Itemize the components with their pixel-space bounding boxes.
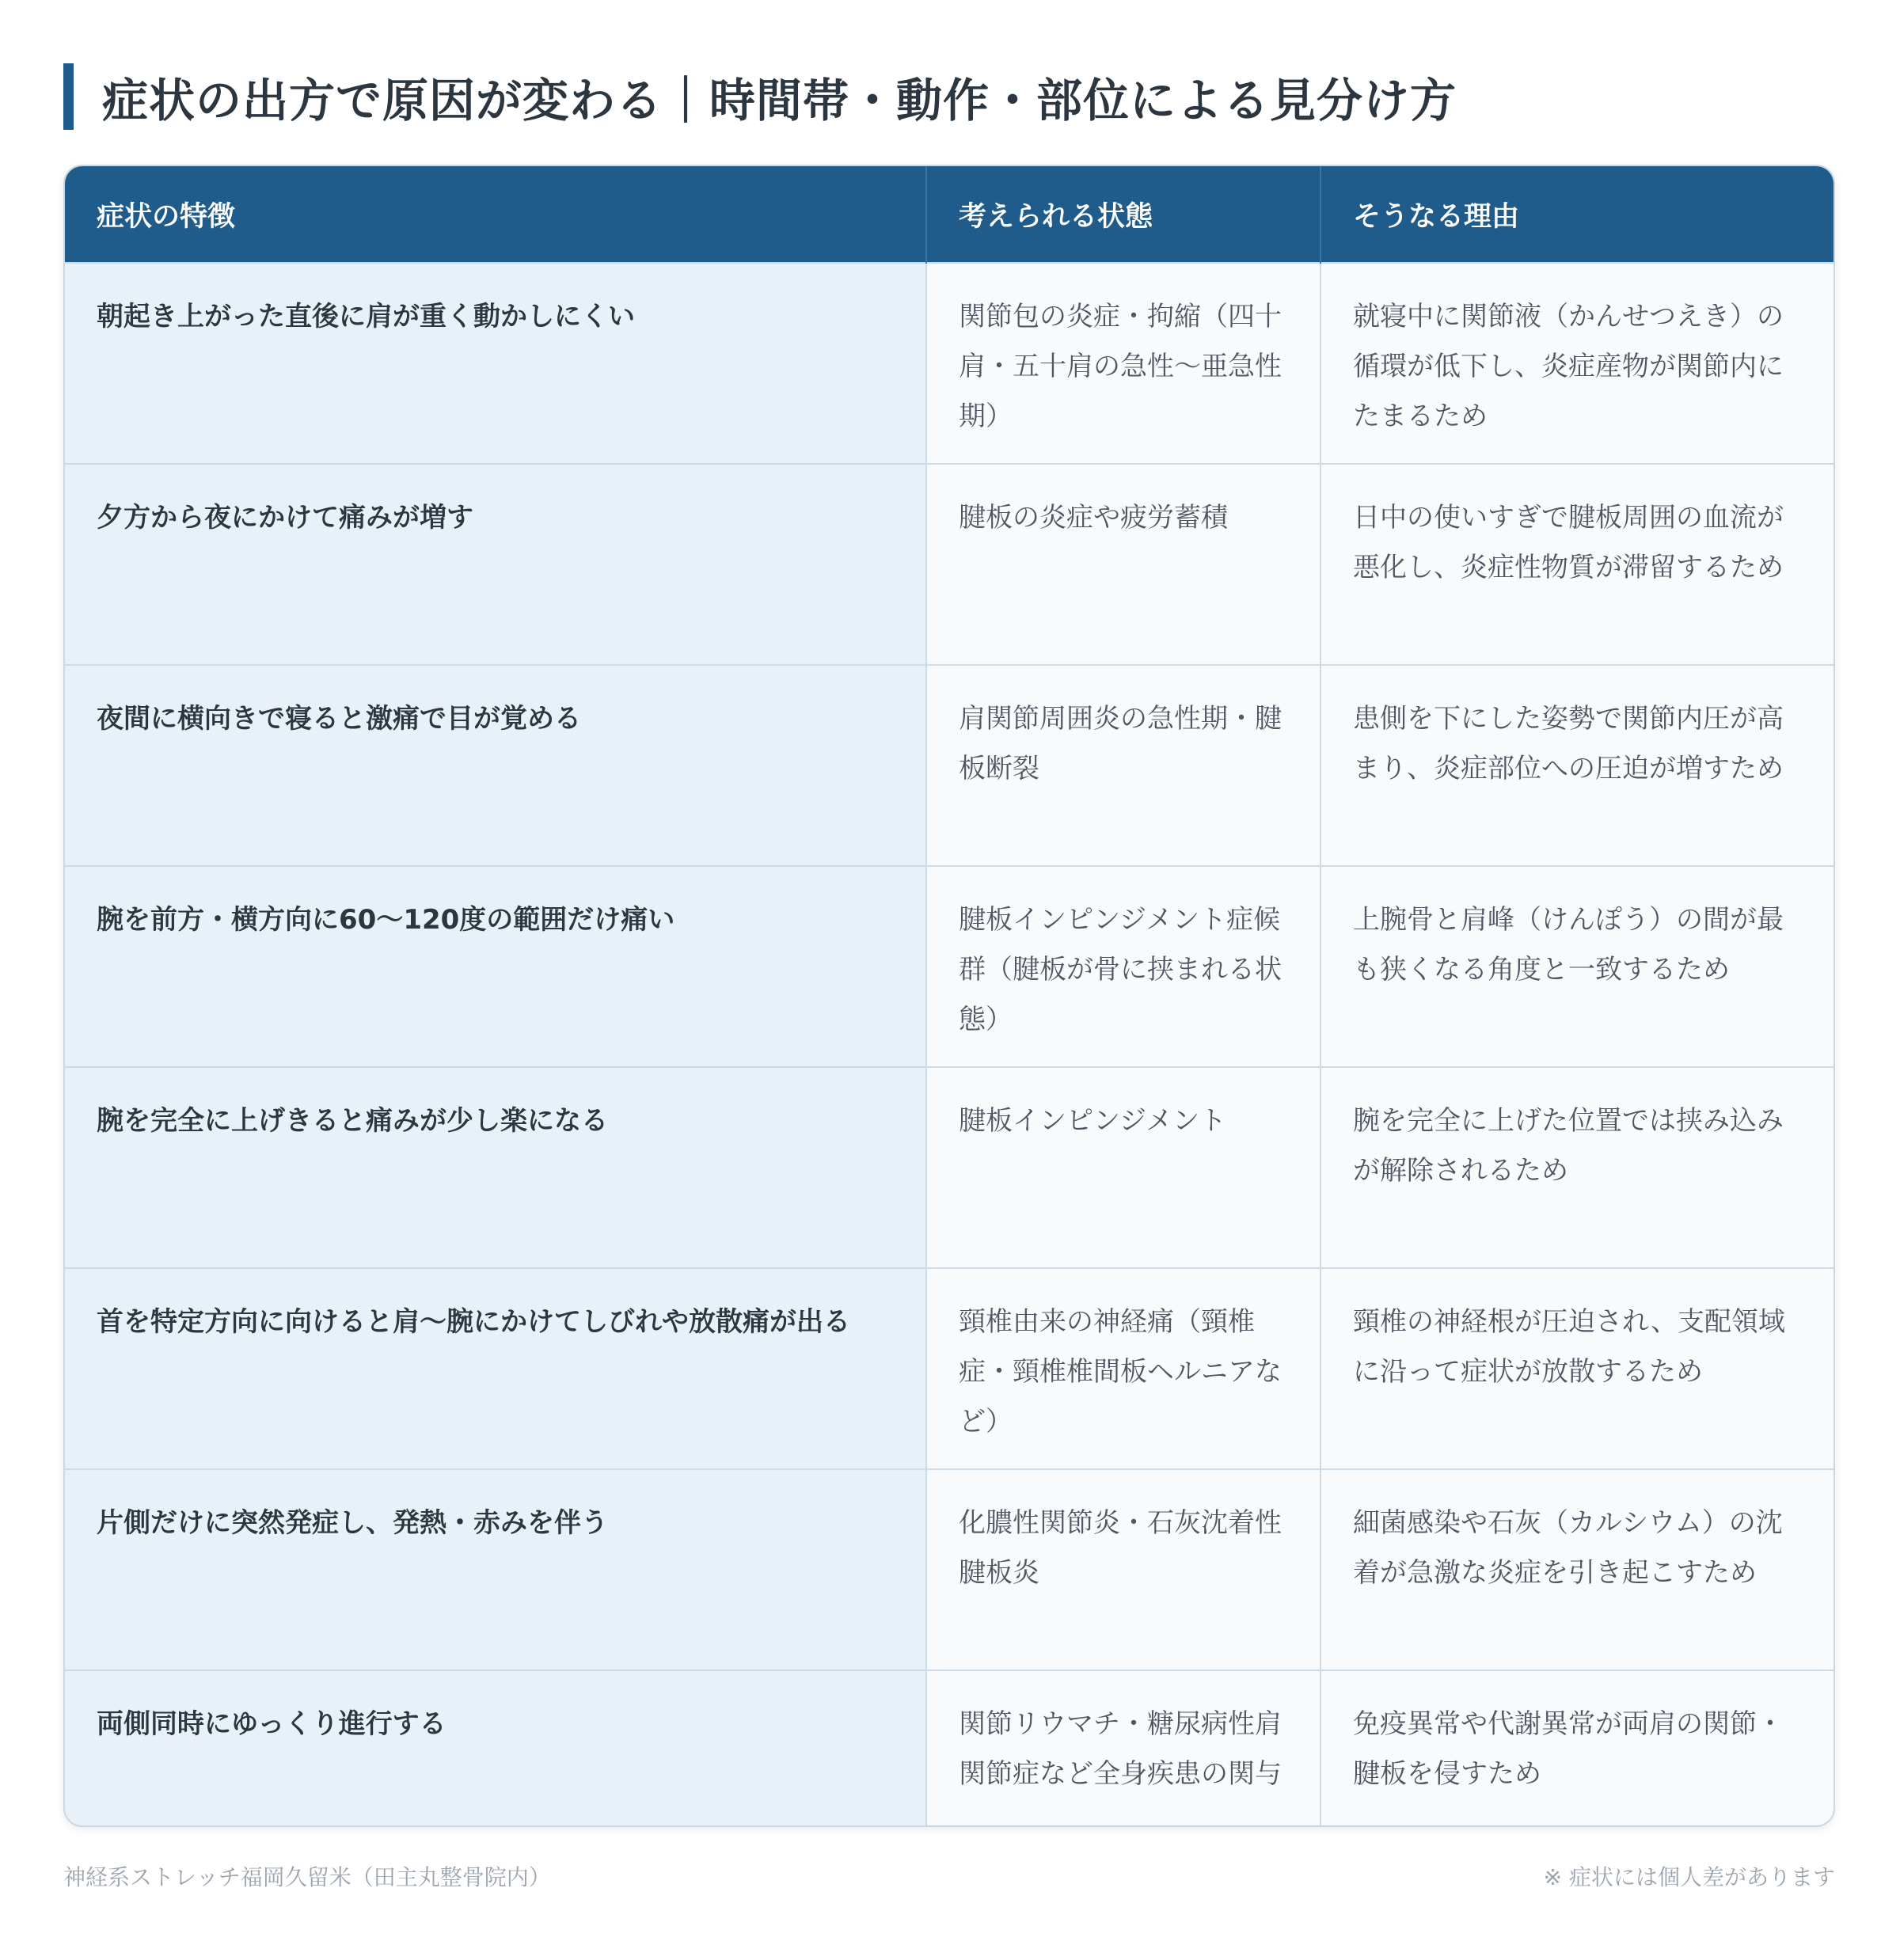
table-row xyxy=(65,464,1835,665)
reason-cell: 就寝中に関節液（かんせつえき）の循環が低下し、炎症産物が関節内にたまるため xyxy=(1320,263,1835,464)
reason-cell: 上腕骨と肩峰（けんぽう）の間が最も狭くなる角度と一致するため xyxy=(1320,866,1835,1067)
symptom-cell: 腕を完全に上げきると痛みが少し楽になる xyxy=(65,1067,926,1268)
symptom-cell: 朝起き上がった直後に肩が重く動かしにくい xyxy=(65,263,926,464)
table-row xyxy=(65,665,1835,866)
reason-cell: 腕を完全に上げた位置では挟み込みが解除されるため xyxy=(1320,1067,1835,1268)
state-cell: 関節リウマチ・糖尿病性肩関節症など全身疾患の関与 xyxy=(926,1670,1320,1827)
symptom-cell: 夕方から夜にかけて痛みが増す xyxy=(65,464,926,665)
state-cell: 腱板の炎症や疲労蓄積 xyxy=(926,464,1320,665)
page-title: 症状の出方で原因が変わる｜時間帯・動作・部位による見分け方 xyxy=(102,74,1457,127)
table-row xyxy=(65,263,1835,464)
symptom-cell: 片側だけに突然発症し、発熱・赤みを伴う xyxy=(65,1469,926,1670)
table-header-row xyxy=(65,166,1835,263)
state-cell: 肩関節周囲炎の急性期・腱板断裂 xyxy=(926,665,1320,866)
state-cell: 関節包の炎症・拘縮（四十肩・五十肩の急性〜亜急性期） xyxy=(926,263,1320,464)
state-cell: 腱板インピンジメント xyxy=(926,1067,1320,1268)
table-row xyxy=(65,1469,1835,1670)
state-cell: 腱板インピンジメント症候群（腱板が骨に挟まれる状態） xyxy=(926,866,1320,1067)
symptom-table xyxy=(65,166,1835,1827)
title-accent-bar xyxy=(63,63,74,130)
table-row xyxy=(65,1067,1835,1268)
reason-cell: 細菌感染や石灰（カルシウム）の沈着が急激な炎症を引き起こすため xyxy=(1320,1469,1835,1670)
symptom-cell: 腕を前方・横方向に60〜120度の範囲だけ痛い xyxy=(65,866,926,1067)
page-header xyxy=(63,63,1457,130)
symptom-table-card xyxy=(63,165,1835,1827)
reason-cell: 頸椎の神経根が圧迫され、支配領域に沿って症状が放散するため xyxy=(1320,1268,1835,1469)
table-row xyxy=(65,1670,1835,1827)
state-cell: 化膿性関節炎・石灰沈着性腱板炎 xyxy=(926,1469,1320,1670)
table-row xyxy=(65,866,1835,1067)
source-credit: 神経系ストレッチ福岡久留米（田主丸整骨院内） xyxy=(63,1864,551,1890)
disclaimer-note: ※ 症状には個人差があります xyxy=(1543,1864,1835,1890)
reason-cell: 免疫異常や代謝異常が両肩の関節・腱板を侵すため xyxy=(1320,1670,1835,1827)
state-cell: 頸椎由来の神経痛（頸椎症・頸椎椎間板ヘルニアなど） xyxy=(926,1268,1320,1469)
reason-cell: 患側を下にした姿勢で関節内圧が高まり、炎症部位への圧迫が増すため xyxy=(1320,665,1835,866)
symptom-cell: 夜間に横向きで寝ると激痛で目が覚める xyxy=(65,665,926,866)
header-state: 考えられる状態 xyxy=(926,166,1320,263)
symptom-cell: 首を特定方向に向けると肩〜腕にかけてしびれや放散痛が出る xyxy=(65,1268,926,1469)
symptom-cell: 両側同時にゆっくり進行する xyxy=(65,1670,926,1827)
header-symptom: 症状の特徴 xyxy=(65,166,926,263)
table-row xyxy=(65,1268,1835,1469)
header-reason: そうなる理由 xyxy=(1320,166,1835,263)
reason-cell: 日中の使いすぎで腱板周囲の血流が悪化し、炎症性物質が滞留するため xyxy=(1320,464,1835,665)
